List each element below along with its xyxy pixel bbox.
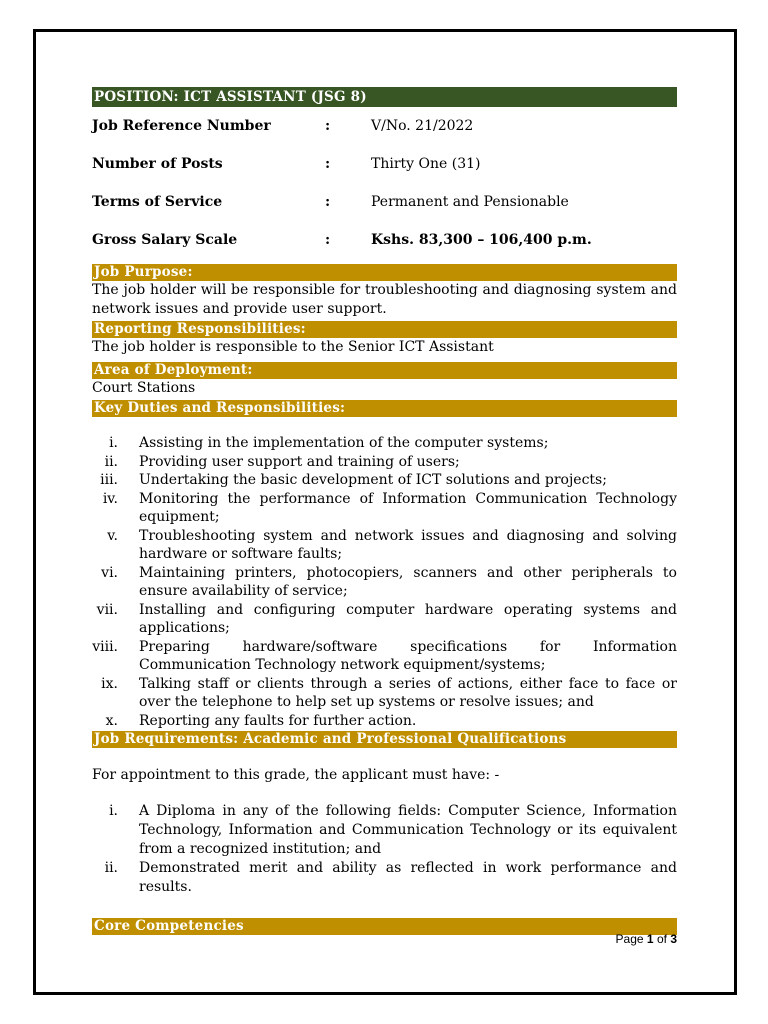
requirements-lead-text: For appointment to this grade, the applicant must have: - xyxy=(92,767,500,783)
info-value: V/No. 21/2022 xyxy=(371,118,474,134)
list-text: Undertaking the basic development of ICT solutions and projects; xyxy=(139,472,607,488)
list-text: Providing user support and training of users; xyxy=(139,453,460,470)
page-word: Page xyxy=(615,932,644,946)
list-number: vi. xyxy=(101,564,118,581)
page-number xyxy=(616,932,677,946)
section-heading-competencies: Core Competencies xyxy=(92,918,677,935)
list-item xyxy=(92,638,677,675)
list-text: Installing and configuring computer hardware operating systems and applications; xyxy=(139,601,677,636)
info-label: Number of Posts xyxy=(92,156,223,172)
of-word: of xyxy=(656,932,667,946)
deployment-text: Court Stations xyxy=(92,380,196,396)
section-heading-deployment: Area of Deployment: xyxy=(92,362,677,379)
list-number: iv. xyxy=(102,490,118,507)
list-item xyxy=(92,675,677,712)
section-heading-job-purpose: Job Purpose: xyxy=(92,264,677,281)
info-colon: : xyxy=(325,232,331,248)
list-text: Maintaining printers, photocopiers, scanners and other peripherals to ensure availability of service; xyxy=(139,564,677,599)
list-text: Demonstrated merit and ability as reflected in work performance and results. xyxy=(139,860,677,895)
list-text: Monitoring the performance of Information Communication Technology equipment; xyxy=(139,490,677,525)
list-item xyxy=(92,471,677,490)
current-page: 1 xyxy=(646,932,654,946)
list-item xyxy=(92,802,677,859)
list-text: Preparing hardware/software specifications for Information Communication Technology network equipment/systems; xyxy=(139,638,677,673)
list-number: i. xyxy=(109,435,118,451)
list-item xyxy=(92,527,677,564)
list-item xyxy=(92,564,677,601)
list-item xyxy=(92,712,677,731)
list-text: Talking staff or clients through a series of actions, either face to face or over the telephone to help set up systems or resolve issues; and xyxy=(139,675,677,710)
list-number: i. xyxy=(109,803,118,819)
list-text: A Diploma in any of the following fields: Computer Science, Information Technology, Information and Communication Technology or its equivalent from a recognized institution; and xyxy=(139,803,677,857)
page-border-top xyxy=(33,29,737,32)
list-text: Assisting in the implementation of the computer systems; xyxy=(139,435,549,451)
list-number: iii. xyxy=(100,472,118,488)
info-row-reference xyxy=(92,117,677,155)
list-item xyxy=(92,601,677,638)
list-text: Reporting any faults for further action. xyxy=(139,712,417,729)
requirements-list xyxy=(92,802,677,897)
reporting-text: The job holder is responsible to the Senior ICT Assistant xyxy=(92,339,494,355)
job-purpose-text: The job holder will be responsible for troubleshooting and diagnosing system and network issues and provide user support. xyxy=(92,282,677,317)
info-colon: : xyxy=(325,156,331,172)
job-info-table xyxy=(92,117,677,264)
info-row-posts xyxy=(92,155,677,193)
info-value: Permanent and Pensionable xyxy=(371,194,569,210)
page-border-bottom xyxy=(33,992,737,995)
info-row-salary xyxy=(92,231,677,264)
position-title: POSITION: ICT ASSISTANT (JSG 8) xyxy=(92,87,677,107)
list-number: ii. xyxy=(104,453,118,470)
info-value: Kshs. 83,300 – 106,400 p.m. xyxy=(371,232,592,248)
list-item xyxy=(92,453,677,472)
total-pages: 3 xyxy=(670,932,677,946)
info-row-terms xyxy=(92,193,677,231)
list-item xyxy=(92,490,677,527)
list-number: vii. xyxy=(96,601,118,618)
info-label: Gross Salary Scale xyxy=(92,232,238,248)
list-item xyxy=(92,434,677,453)
page-border-left xyxy=(33,29,36,995)
list-item xyxy=(92,859,677,897)
section-heading-duties: Key Duties and Responsibilities: xyxy=(92,400,677,417)
list-number: v. xyxy=(107,527,118,544)
info-colon: : xyxy=(325,118,331,134)
duties-list xyxy=(92,434,677,730)
page-border-right xyxy=(734,29,737,995)
list-number: viii. xyxy=(92,638,118,655)
info-colon: : xyxy=(325,194,331,210)
info-label: Terms of Service xyxy=(92,194,223,210)
section-heading-reporting: Reporting Responsibilities: xyxy=(92,321,677,338)
info-label: Job Reference Number xyxy=(92,118,271,134)
list-text: Troubleshooting system and network issues and diagnosing and solving hardware or software faults; xyxy=(139,527,677,562)
list-number: ix. xyxy=(101,675,118,692)
info-value: Thirty One (31) xyxy=(371,156,481,172)
document-body xyxy=(92,87,677,935)
list-number: x. xyxy=(105,712,118,729)
section-heading-requirements: Job Requirements: Academic and Professional Qualifications xyxy=(92,731,677,748)
list-number: ii. xyxy=(104,860,118,876)
